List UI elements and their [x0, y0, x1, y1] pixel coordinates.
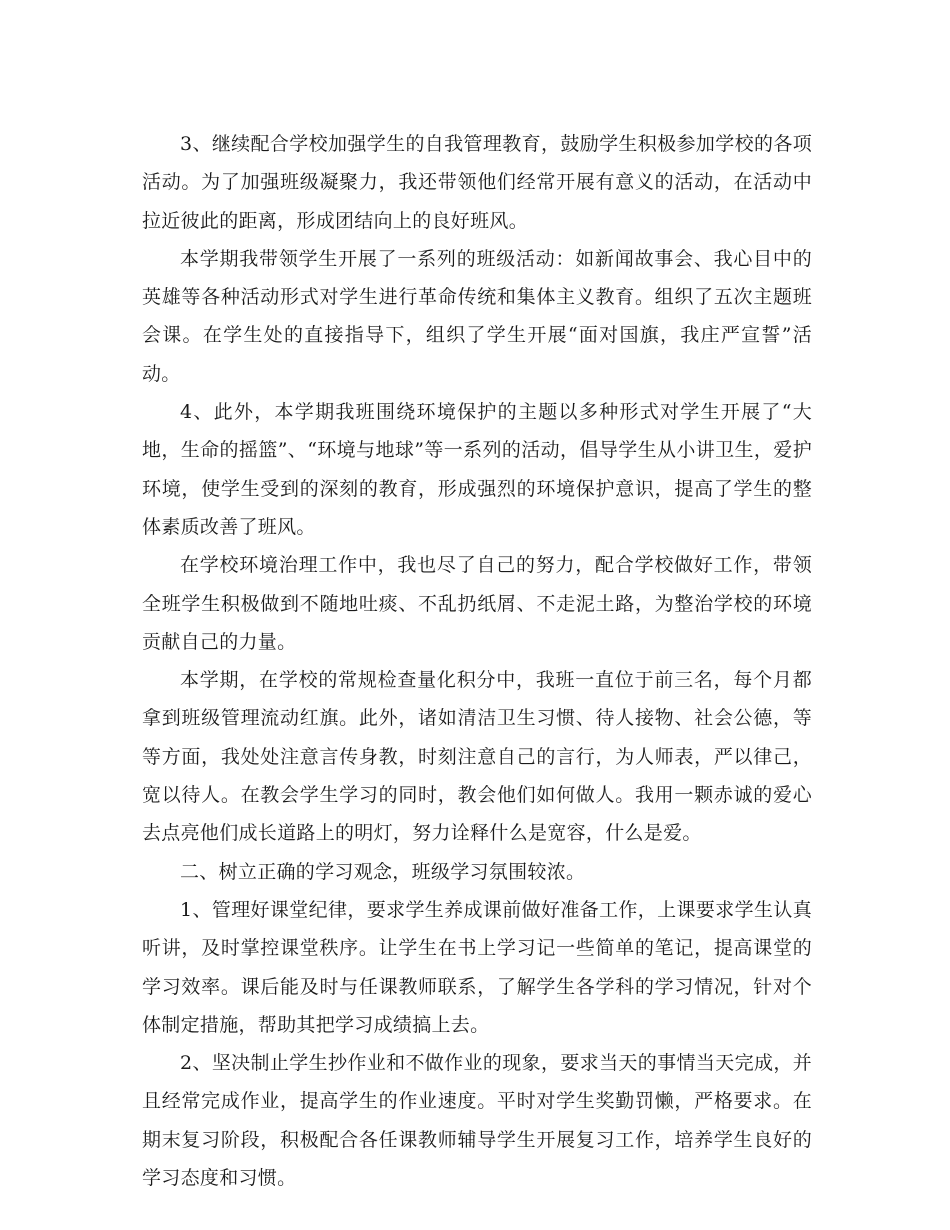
- paragraph-5: 本学期，在学校的常规检查量化积分中，我班一直位于前三名，每个月都拿到班级管理流动红旗。此外，诸如清洁卫生习惯、待人接物、社会公德，等等方面，我处处注意言传身教，时刻注意自己的言行，为人师表，严以律己，宽以待人。在教会学生学习的同时，教会他们如何做人。我用一颗赤诚的爱心去点亮他们成长道路上的明灯，努力诠释什么是宽容，什么是爱。: [142, 669, 812, 845]
- paragraph-2: 本学期我带领学生开展了一系列的班级活动：如新闻故事会、我心目中的英雄等各种活动形式对学生进行革命传统和集体主义教育。组织了五次主题班会课。在学生处的直接指导下，组织了学生开展“面对国旗，我庄严宣誓”活动。: [142, 247, 812, 385]
- paragraph-1: 3、继续配合学校加强学生的自我管理教育，鼓励学生积极参加学校的各项活动。为了加强班级凝聚力，我还带领他们经常开展有意义的活动，在活动中拉近彼此的距离，形成团结向上的良好班风。: [142, 133, 812, 232]
- paragraph-6: 1、管理好课堂纪律，要求学生养成课前做好准备工作，上课要求学生认真听讲，及时掌控课堂秩序。让学生在书上学习记一些简单的笔记，提高课堂的学习效率。课后能及时与任课教师联系，了解学生各学科的学习情况，针对个体制定措施，帮助其把学习成绩搞上去。: [142, 898, 812, 1036]
- section-heading: 二、树立正确的学习观念，班级学习氛围较浓。: [180, 860, 586, 883]
- paragraph-7: 2、坚决制止学生抄作业和不做作业的现象，要求当天的事情当天完成，并且经常完成作业，提高学生的作业速度。平时对学生奖勤罚懒，严格要求。在期末复习阶段，积极配合各任课教师辅导学生开展复习工作，培养学生良好的学习态度和习惯。: [142, 1052, 812, 1190]
- paragraph-4: 在学校环境治理工作中，我也尽了自己的努力，配合学校做好工作，带领全班学生积极做到不随地吐痰、不乱扔纸屑、不走泥土路，为整治学校的环境贡献自己的力量。: [142, 554, 812, 653]
- paragraph-3: 4、此外，本学期我班围绕环境保护的主题以多种形式对学生开展了“大地，生命的摇篮”、“环境与地球”等一系列的活动，倡导学生从小讲卫生，爱护环境，使学生受到的深刻的教育，形成强烈的环境保护意识，提高了学生的整体素质改善了班风。: [142, 401, 812, 538]
- document-body: [142, 125, 812, 1197]
